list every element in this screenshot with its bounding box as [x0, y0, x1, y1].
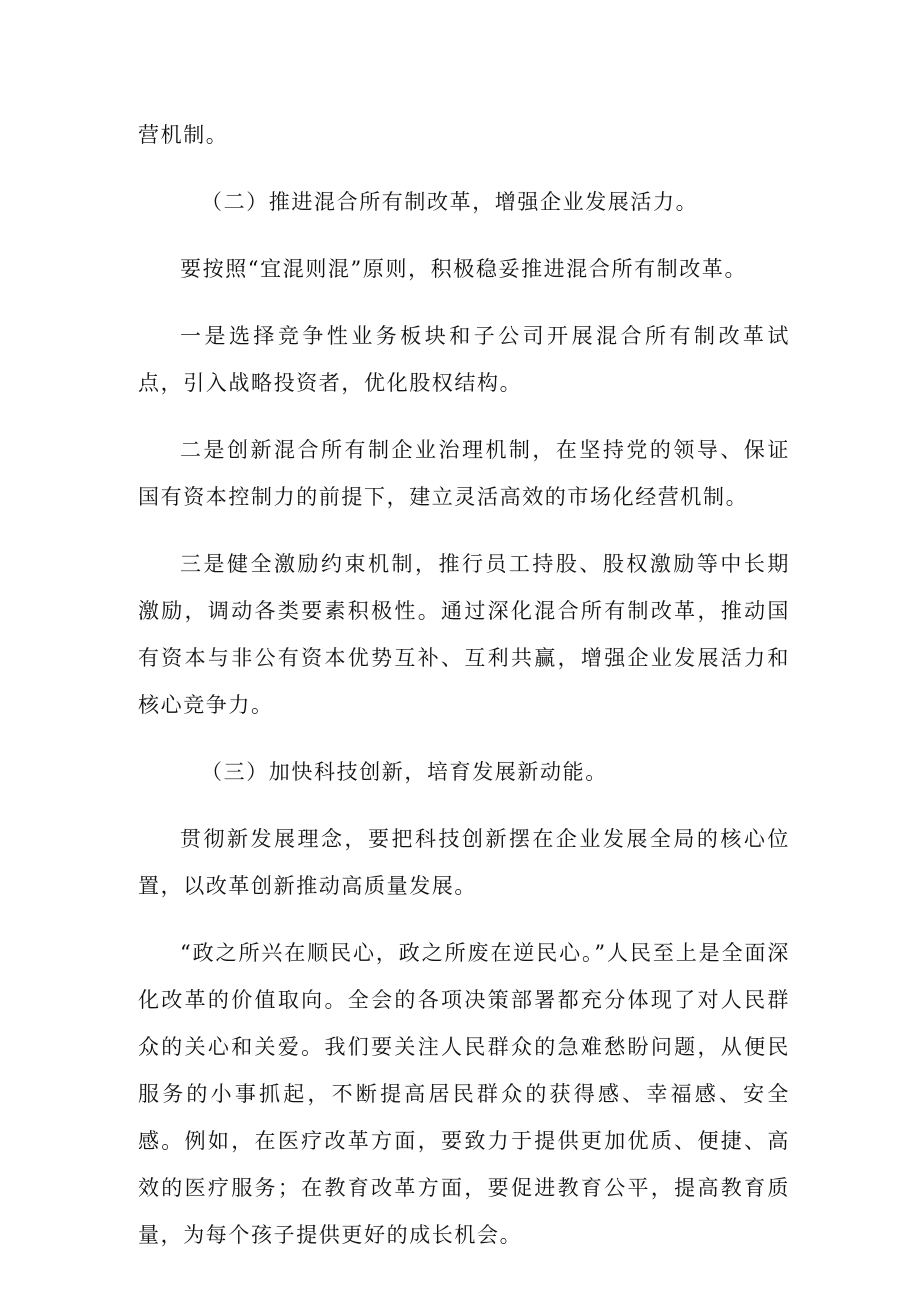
paragraph-innovation: 贯彻新发展理念，要把科技创新摆在企业发展全局的核心位置，以改革创新推动高质量发展。: [138, 827, 790, 898]
document-body: [138, 112, 790, 1259]
section-heading-3: （三）加快科技创新，培育发展新动能。: [201, 760, 608, 784]
paragraph-point-three: 三是健全激励约束机制，推行员工持股、股权激励等中长期激励，调动各类要素积极性。通过深化混合所有制改革，推动国有资本与非公有资本优势互补、互利共赢，增强企业发展活力和核心竞争力。: [138, 552, 790, 717]
section-heading-2: （二）推进混合所有制改革，增强企业发展活力。: [201, 190, 699, 214]
paragraph-continuation: 营机制。: [138, 123, 229, 147]
paragraph-people-first: “政之所兴在顺民心，政之所废在逆民心。”人民至上是全面深化改革的价值取向。全会的各项决策部署都充分体现了对人民群众的关心和关爱。我们要关注人民群众的急难愁盼问题，从便民服务的小事抓起，不断提高居民群众的获得感、幸福感、安全感。例如，在医疗改革方面，要致力于提供更加优质、便捷、高效的医疗服务；在教育改革方面，要促进教育公平，提高教育质量，为每个孩子提供更好的成长机会。: [138, 941, 790, 1247]
paragraph-point-two: 二是创新混合所有制企业治理机制，在坚持党的领导、保证国有资本控制力的前提下，建立灵活高效的市场化经营机制。: [138, 438, 790, 509]
paragraph-point-one: 一是选择竞争性业务板块和子公司开展混合所有制改革试点，引入战略投资者，优化股权结构。: [138, 324, 790, 395]
paragraph-principle: 要按照“宜混则混”原则，积极稳妥推进混合所有制改革。: [180, 257, 748, 281]
